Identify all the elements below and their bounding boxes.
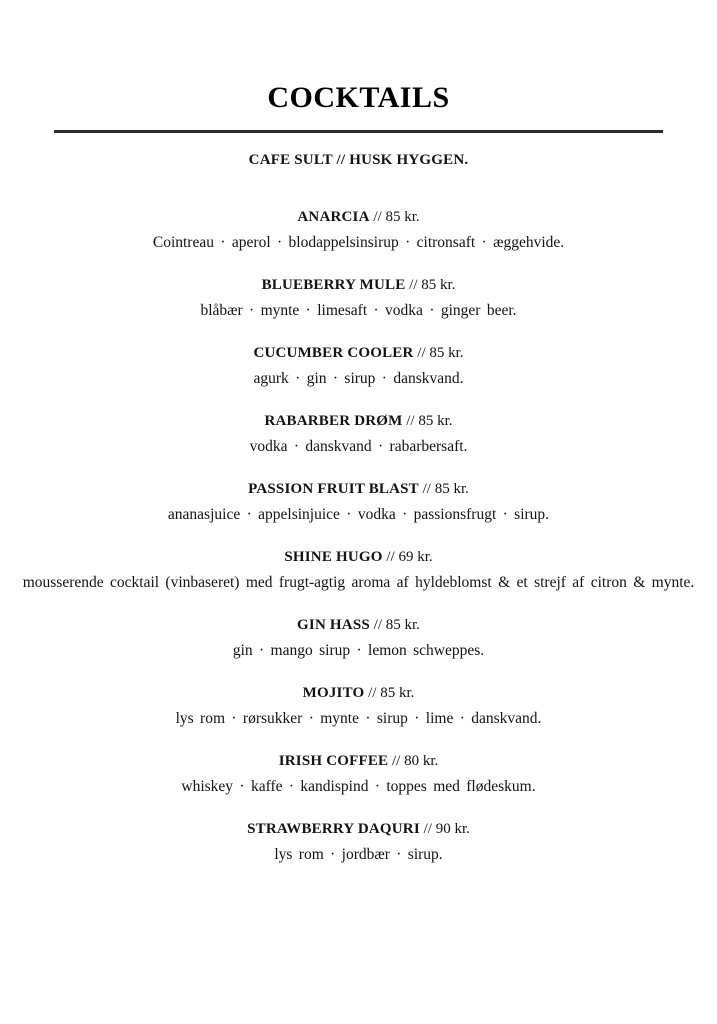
item-price: // 80 kr. <box>392 753 439 769</box>
item-price: // 85 kr. <box>409 277 456 293</box>
item-price: // 69 kr. <box>386 549 433 565</box>
item-ingredients: ananasjuice · appelsinjuice · vodka · passionsfrugt · sirup. <box>167 506 550 523</box>
item-price: // 85 kr. <box>373 617 420 633</box>
item-price: // 85 kr. <box>422 481 469 497</box>
item-name: RABARBER DRØM <box>264 413 403 429</box>
menu-item <box>0 273 717 323</box>
page-subtitle: CAFE SULT // HUSK HYGGEN. <box>248 152 469 168</box>
item-name: ANARCIA <box>297 209 370 225</box>
menu-item <box>0 681 717 731</box>
item-ingredients: gin · mango sirup · lemon schweppes. <box>232 642 485 659</box>
item-ingredients: vodka · danskvand · rabarbersaft. <box>249 438 468 455</box>
item-ingredients: mousserende cocktail (vinbaseret) med frugt-agtig aroma af hyldeblomst & et strejf af citron & mynte. <box>22 574 695 591</box>
item-name: STRAWBERRY DAQURI <box>247 821 420 837</box>
item-price: // 85 kr. <box>373 209 420 225</box>
item-name-line <box>0 681 717 706</box>
item-name-line <box>0 205 717 230</box>
item-name-line <box>0 341 717 366</box>
item-name: GIN HASS <box>297 617 370 633</box>
item-ingredients: lys rom · rørsukker · mynte · sirup · lime · danskvand. <box>175 710 542 727</box>
item-name-line <box>0 545 717 570</box>
item-name-line <box>0 817 717 842</box>
item-name: MOJITO <box>302 685 365 701</box>
menu-item <box>0 613 717 663</box>
item-name-line <box>0 749 717 774</box>
item-ingredients: agurk · gin · sirup · danskvand. <box>253 370 464 387</box>
item-name: PASSION FRUIT BLAST <box>248 481 419 497</box>
item-price: // 90 kr. <box>423 821 470 837</box>
item-ingredients: whiskey · kaffe · kandispind · toppes med flødeskum. <box>181 778 536 795</box>
menu-list <box>0 205 717 867</box>
menu-item <box>0 545 717 595</box>
item-name: CUCUMBER COOLER <box>253 345 414 361</box>
item-name-line <box>0 273 717 298</box>
item-name-line <box>0 409 717 434</box>
item-ingredients: lys rom · jordbær · sirup. <box>274 846 443 863</box>
item-name-line <box>0 477 717 502</box>
menu-item <box>0 341 717 391</box>
menu-item <box>0 477 717 527</box>
menu-item <box>0 205 717 255</box>
item-price: // 85 kr. <box>406 413 453 429</box>
menu-item <box>0 817 717 867</box>
item-price: // 85 kr. <box>417 345 464 361</box>
item-ingredients: Cointreau · aperol · blodappelsinsirup · citronsaft · æggehvide. <box>152 234 565 251</box>
item-price: // 85 kr. <box>368 685 415 701</box>
menu-item <box>0 749 717 799</box>
menu-item <box>0 409 717 459</box>
page-title: COCKTAILS <box>267 81 450 114</box>
item-name: BLUEBERRY MULE <box>261 277 406 293</box>
item-name: SHINE HUGO <box>284 549 383 565</box>
item-name-line <box>0 613 717 638</box>
item-ingredients: blåbær · mynte · limesaft · vodka · ginger beer. <box>200 302 517 319</box>
item-name: IRISH COFFEE <box>278 753 389 769</box>
